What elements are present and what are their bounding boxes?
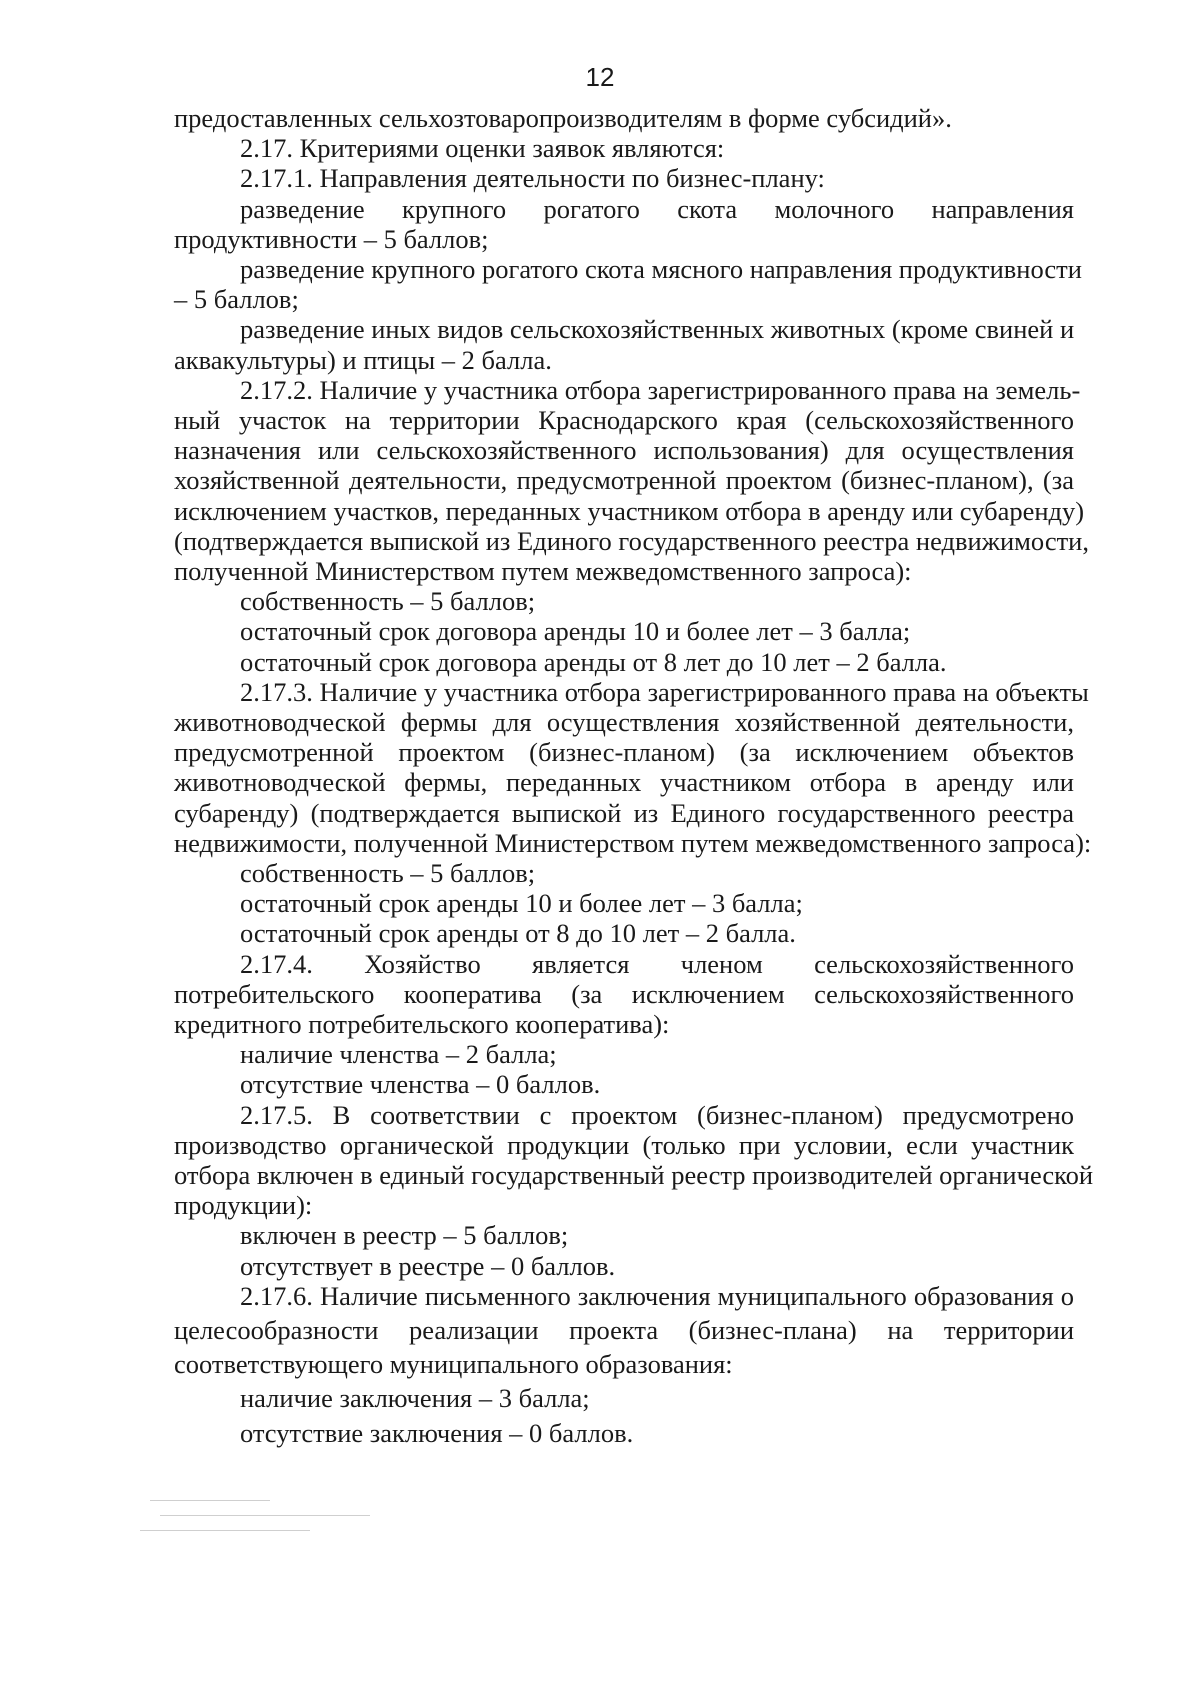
text-line: продуктивности – 5 баллов; bbox=[174, 223, 489, 254]
text-line: предоставленных сельхозтоваропроизводителям в форме субсидий». bbox=[174, 103, 952, 133]
text-line: назначения или сельскохозяйственного использования) для осуществления bbox=[174, 435, 1074, 466]
page-number: 12 bbox=[585, 62, 615, 92]
text-line: предусмотренной проектом (бизнес-планом) (за исключением объектов bbox=[174, 737, 1074, 768]
text-line: целесообразности реализации проекта (бизнес-плана) на территории bbox=[174, 1315, 1074, 1345]
scan-artifact bbox=[140, 1530, 310, 1531]
text-line: отсутствие членства – 0 баллов. bbox=[240, 1069, 601, 1100]
text-line: исключением участков, переданных участником отбора в аренду или субаренду) bbox=[174, 495, 1085, 526]
text-line: хозяйственной деятельности, предусмотренной проектом (бизнес-планом), (за bbox=[174, 465, 1074, 496]
text-line: отсутствие заключения – 0 баллов. bbox=[240, 1417, 634, 1448]
text-line: 2.17.3. Наличие у участника отбора зарегистрированного права на объекты bbox=[240, 676, 1089, 707]
text-line: ный участок на территории Краснодарского края (сельскохозяйственного bbox=[174, 405, 1074, 435]
text-line: субаренду) (подтверждается выпиской из Единого государственного реестра bbox=[174, 797, 1074, 828]
text-line: разведение крупного рогатого скота мясного направления продуктивности bbox=[240, 254, 1082, 284]
text-line: 2.17.1. Направления деятельности по бизнес-плану: bbox=[240, 163, 825, 194]
text-line: – 5 баллов; bbox=[174, 284, 299, 315]
text-line: продукции): bbox=[174, 1190, 313, 1221]
text-line: отбора включен в единый государственный реестр производителей органической bbox=[174, 1160, 1094, 1190]
text-line: животноводческой фермы, переданных участником отбора в аренду или bbox=[174, 767, 1074, 798]
text-line: наличие заключения – 3 балла; bbox=[240, 1383, 590, 1414]
text-line: остаточный срок аренды от 8 до 10 лет – 2 балла. bbox=[240, 918, 796, 949]
text-line: остаточный срок аренды 10 и более лет – 3 балла; bbox=[240, 888, 803, 919]
text-line: включен в реестр – 5 баллов; bbox=[240, 1220, 569, 1251]
text-line: 2.17.4. Хозяйство является членом сельскохозяйственного bbox=[240, 948, 1074, 979]
scan-artifact bbox=[150, 1500, 270, 1501]
text-line: разведение крупного рогатого скота молочного направления bbox=[240, 193, 1074, 224]
text-line: остаточный срок договора аренды 10 и более лет – 3 балла; bbox=[240, 616, 911, 647]
text-line: наличие членства – 2 балла; bbox=[240, 1039, 557, 1070]
text-line: 2.17.5. В соответствии с проектом (бизнес-планом) предусмотрено bbox=[240, 1099, 1074, 1130]
text-line: 2.17.2. Наличие у участника отбора зарегистрированного права на земель- bbox=[240, 374, 1081, 405]
text-line: кредитного потребительского кооператива): bbox=[174, 1009, 670, 1039]
text-line: недвижимости, полученной Министерством путем межведомственного запроса): bbox=[174, 827, 1092, 858]
text-line: собственность – 5 баллов; bbox=[240, 586, 536, 617]
scan-artifact bbox=[160, 1515, 370, 1516]
text-line: остаточный срок договора аренды от 8 лет до 10 лет – 2 балла. bbox=[240, 646, 947, 677]
text-line: (подтверждается выпиской из Единого государственного реестра недвижимости, bbox=[174, 525, 1089, 556]
text-line: разведение иных видов сельскохозяйственных животных (кроме свиней и bbox=[240, 314, 1075, 345]
text-line: 2.17.6. Наличие письменного заключения муниципального образования о bbox=[240, 1280, 1074, 1311]
text-line: собственность – 5 баллов; bbox=[240, 858, 536, 888]
text-line: отсутствует в реестре – 0 баллов. bbox=[240, 1250, 616, 1281]
text-line: потребительского кооператива (за исключением сельскохозяйственного bbox=[174, 978, 1074, 1009]
text-line: полученной Министерством путем межведомственного запроса): bbox=[174, 556, 912, 586]
text-line: животноводческой фермы для осуществления хозяйственной деятельности, bbox=[174, 707, 1074, 737]
text-line: производство органической продукции (только при условии, если участник bbox=[174, 1129, 1074, 1160]
text-line: 2.17. Критериями оценки заявок являются: bbox=[240, 133, 725, 164]
text-line: аквакультуры) и птицы – 2 балла. bbox=[174, 344, 552, 375]
text-line: соответствующего муниципального образования: bbox=[174, 1349, 733, 1380]
